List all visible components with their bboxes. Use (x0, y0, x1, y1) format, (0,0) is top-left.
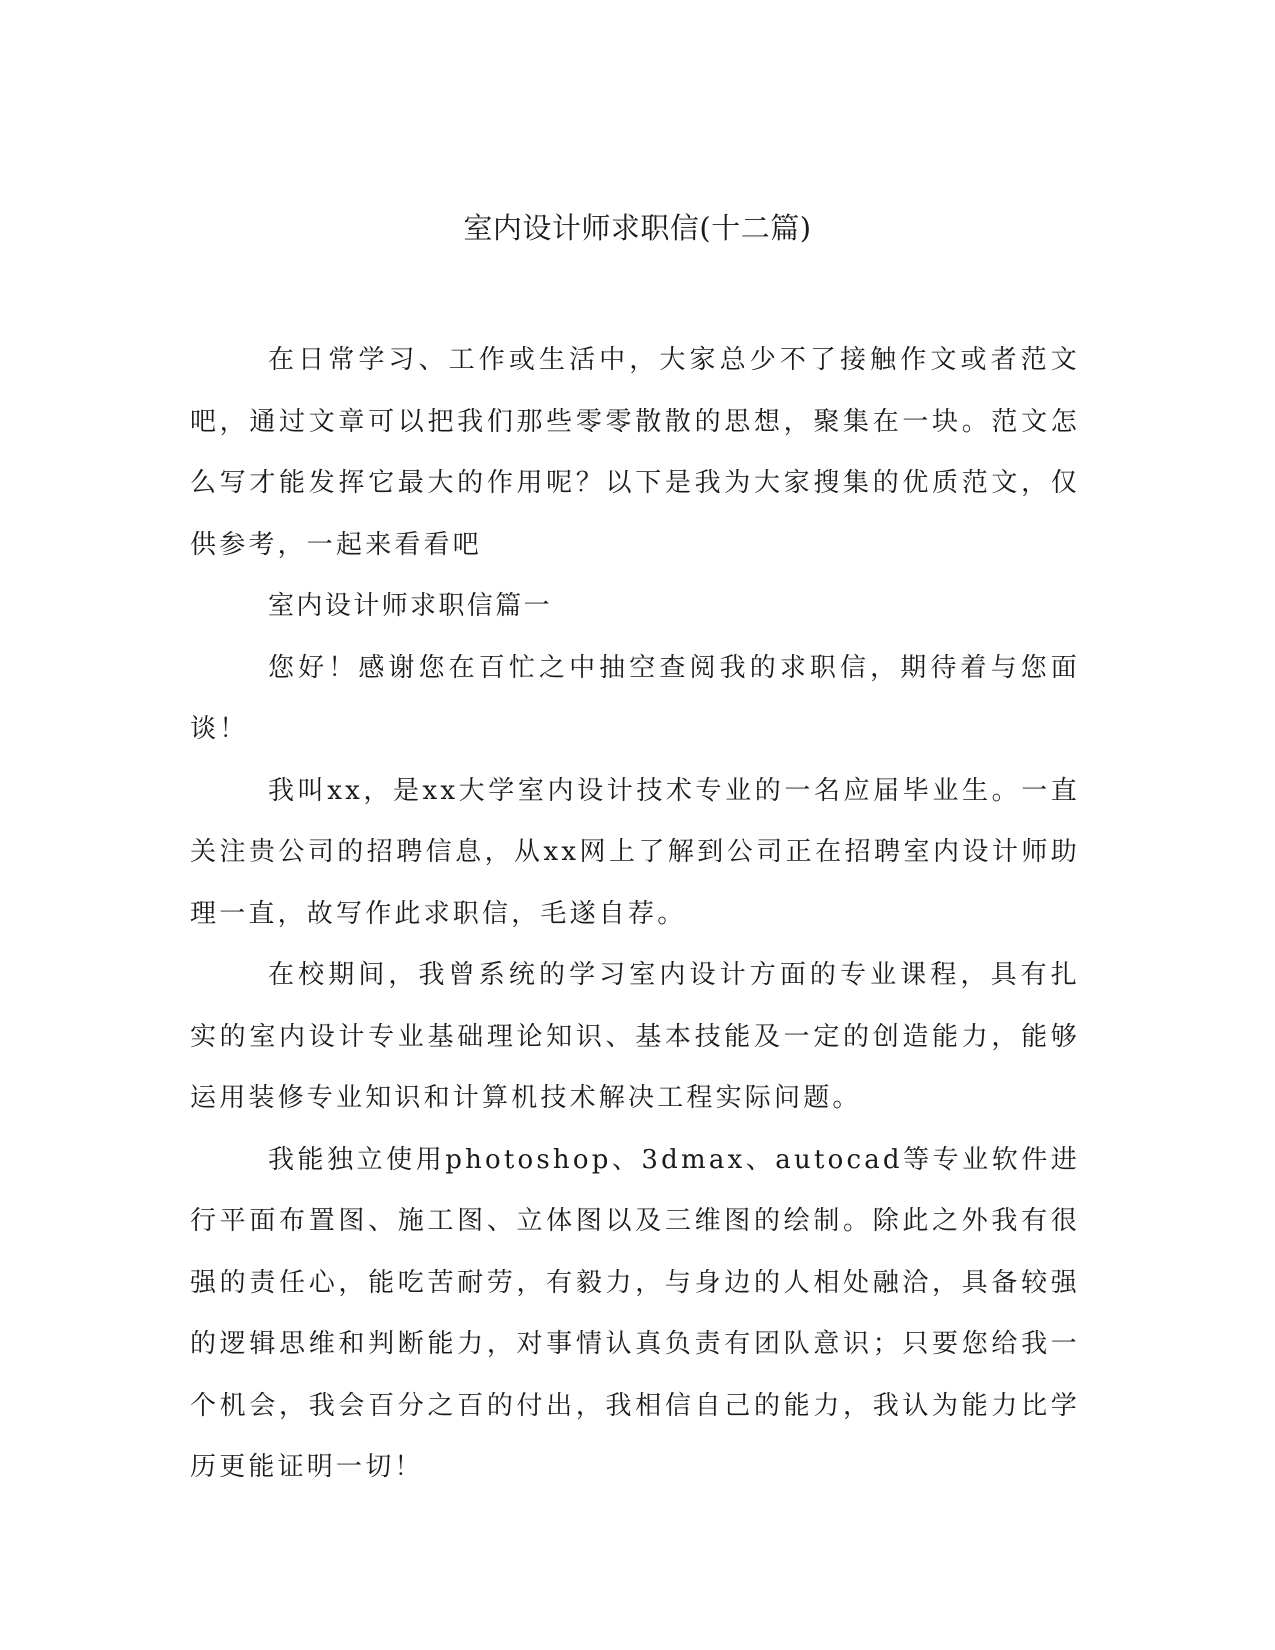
skills-paragraph: 我能独立使用photoshop、3dmax、autocad等专业软件进行平面布置图、施工图、立体图以及三维图的绘制。除此之外我有很强的责任心，能吃苦耐劳，有毅力，与身边的人相处融洽，具备较强的逻辑思维和判断能力，对事情认真负责有团队意识；只要您给我一个机会，我会百分之百的付出，我相信自己的能力，我认为能力比学历更能证明一切！ (190, 1144, 1080, 1482)
intro-paragraph: 在日常学习、工作或生活中，大家总少不了接触作文或者范文吧，通过文章可以把我们那些零零散散的思想，聚集在一块。范文怎么写才能发挥它最大的作用呢？以下是我为大家搜集的优质范文，仅供参考，一起来看看吧 (190, 345, 1080, 560)
education-paragraph: 在校期间，我曾系统的学习室内设计方面的专业课程，具有扎实的室内设计专业基础理论知识、基本技能及一定的创造能力，能够运用装修专业知识和计算机技术解决工程实际问题。 (190, 960, 1080, 1113)
document-title: 室内设计师求职信(十二篇) (463, 211, 812, 245)
document-body (190, 330, 1080, 1499)
self-introduction-paragraph: 我叫xx，是xx大学室内设计技术专业的一名应届毕业生。一直关注贵公司的招聘信息，从xx网上了解到公司正在招聘室内设计师助理一直，故写作此求职信，毛遂自荐。 (190, 775, 1080, 929)
section-heading: 室内设计师求职信篇一 (268, 591, 553, 621)
greeting-paragraph: 您好！感谢您在百忙之中抽空查阅我的求职信，期待着与您面谈！ (190, 652, 1080, 744)
